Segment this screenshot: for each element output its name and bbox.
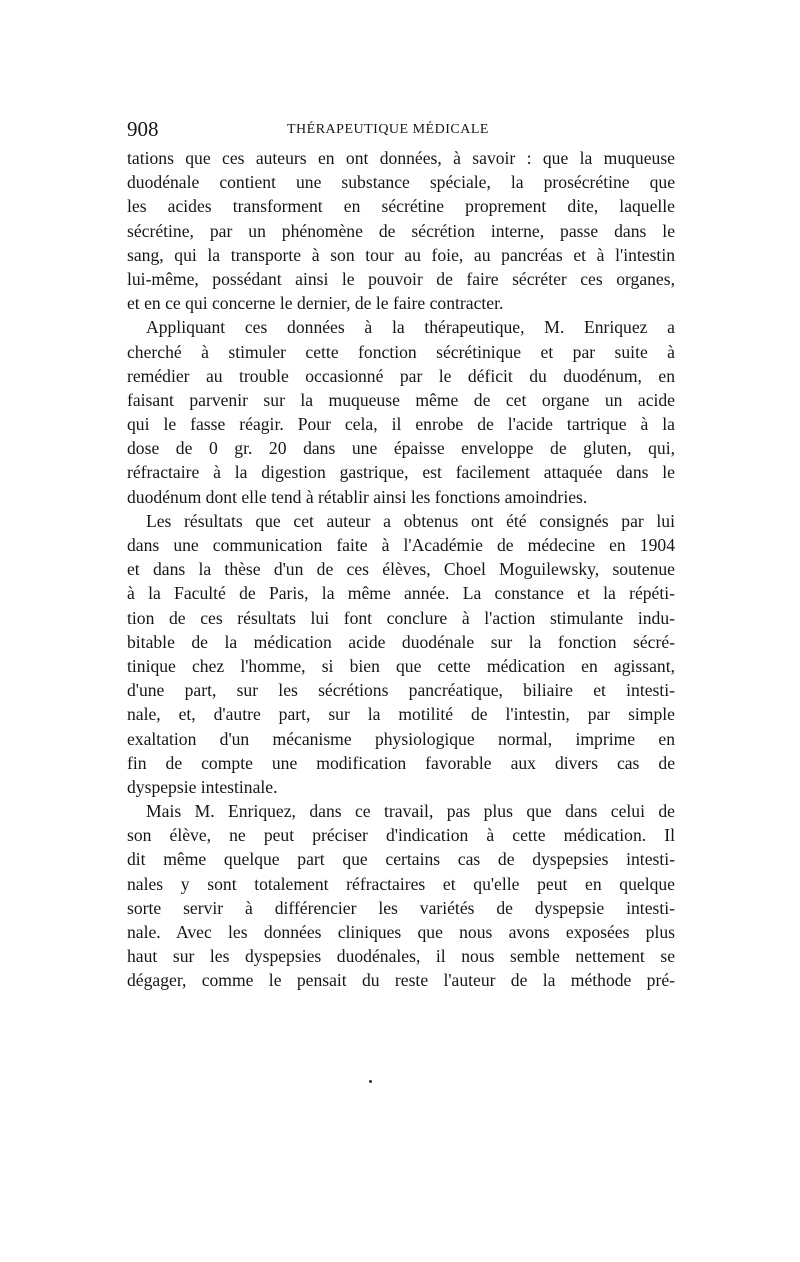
paragraph <box>127 509 675 799</box>
page-header <box>127 117 675 141</box>
paragraph <box>127 799 675 993</box>
text-line: exaltation d'un mécanisme physiologique normal, imprime en <box>127 728 675 749</box>
text-line: dose de 0 gr. 20 dans une épaisse enveloppe de gluten, qui, <box>127 438 675 459</box>
text-line: nale, et, d'autre part, sur la motilité de l'intestin, par simple <box>127 704 675 725</box>
text-line: nale. Avec les données cliniques que nous avons exposées plus <box>127 922 675 942</box>
text-line: tion de ces résultats lui font conclure à l'action stimulante indu- <box>127 607 675 628</box>
text-line: dégager, comme le pensait du reste l'auteur de la méthode pré- <box>127 970 675 991</box>
text-line: qui le fasse réagir. Pour cela, il enrobe de l'acide tartrique à la <box>127 414 675 435</box>
text-line: à la Faculté de Paris, la même année. La constance et la répéti- <box>127 583 675 604</box>
running-title: THÉRAPEUTIQUE MÉDICALE <box>287 122 489 137</box>
text-line: Appliquant ces données à la thérapeutique, M. Enriquez a <box>146 317 675 338</box>
text-line: Les résultats que cet auteur a obtenus ont été consignés par lui <box>146 510 675 531</box>
paragraph <box>127 315 675 509</box>
text-line: sécrétine, par un phénomène de sécrétion interne, passe dans le <box>127 220 675 241</box>
text-line: bitable de la médication acide duodénale sur la fonction sécré- <box>127 631 675 652</box>
text-line: sang, qui la transporte à son tour au foie, au pancréas et à l'intestin <box>127 244 675 265</box>
text-line: et dans la thèse d'un de ces élèves, Choel Moguilewsky, soutenue <box>127 559 675 580</box>
text-line: les acides transforment en sécrétine proprement dite, laquelle <box>127 196 675 217</box>
text-line: lui-même, possédant ainsi le pouvoir de faire sécréter ces organes, <box>127 268 675 289</box>
text-line: fin de compte une modification favorable aux divers cas de <box>127 752 675 773</box>
text-line: nales y sont totalement réfractaires et qu'elle peut en quelque <box>127 873 675 894</box>
text-line: duodénale contient une substance spéciale, la prosécrétine que <box>127 172 675 193</box>
text-line: dit même quelque part que certains cas de dyspepsies intesti- <box>127 849 675 870</box>
text-line: tations que ces auteurs en ont données, à savoir : que la muqueuse <box>127 148 675 168</box>
text-line: d'une part, sur les sécrétions pancréatique, biliaire et intesti- <box>127 680 675 701</box>
text-line: tinique chez l'homme, si bien que cette médication en agissant, <box>127 655 675 676</box>
paragraph <box>127 146 675 315</box>
text-line: dyspepsie intestinale. <box>127 776 278 797</box>
text-line: réfractaire à la digestion gastrique, est facilement attaquée dans le <box>127 462 675 483</box>
printer-mark <box>369 1080 372 1083</box>
text-line: remédier au trouble occasionné par le déficit du duodénum, en <box>127 365 675 386</box>
text-line: faisant parvenir sur la muqueuse même de cet organe un acide <box>127 389 675 410</box>
text-line: cherché à stimuler cette fonction sécrétinique et par suite à <box>127 341 675 362</box>
text-line: duodénum dont elle tend à rétablir ainsi les fonctions amoindries. <box>127 486 588 507</box>
text-line: Mais M. Enriquez, dans ce travail, pas plus que dans celui de <box>146 801 675 822</box>
page-number: 908 <box>127 117 159 141</box>
text-line: sorte servir à différencier les variétés de dyspepsie intesti- <box>127 897 675 918</box>
text-line: haut sur les dyspepsies duodénales, il nous semble nettement se <box>127 946 675 967</box>
body-text <box>127 146 675 993</box>
text-line: son élève, ne peut préciser d'indication à cette médication. Il <box>127 825 675 846</box>
text-line: dans une communication faite à l'Académie de médecine en 1904 <box>127 535 675 555</box>
text-line: et en ce qui concerne le dernier, de le faire contracter. <box>127 293 504 314</box>
